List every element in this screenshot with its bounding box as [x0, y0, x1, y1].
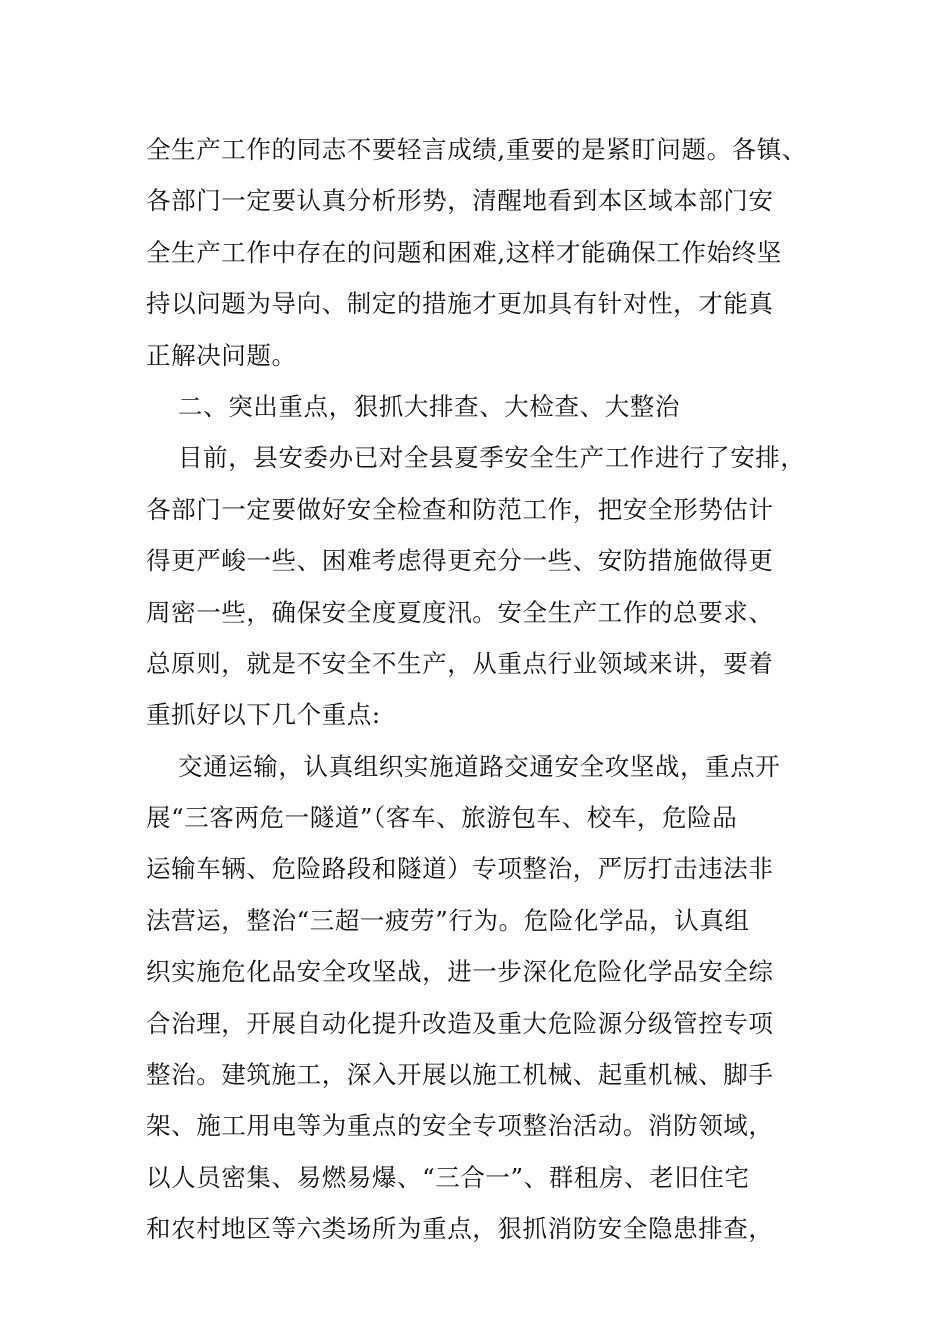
text-line: 运输车辆、危险路段和隧道）专项整治，严厉打击违法非 [146, 854, 774, 884]
text-line: 总原则，就是不安全不生产，从重点行业领域来讲，要着 [146, 648, 774, 678]
section-heading: 二、突出重点，狠抓大排查、大检查、大整治 [178, 391, 680, 421]
text-line: 整治。建筑施工，深入开展以施工机械、起重机械、脚手 [146, 1060, 774, 1090]
document-body [146, 124, 826, 1255]
text-line: 各部门一定要认真分析形势，清醒地看到本区域本部门安 [146, 186, 774, 216]
text-line: 全生产工作中存在的问题和困难,这样才能确保工作始终坚 [146, 237, 782, 267]
text-line: 全生产工作的同志不要轻言成绩,重要的是紧盯问题。各镇、 [146, 135, 807, 164]
text-line: 持以问题为导向、制定的措施才更加具有针对性，才能真 [146, 289, 774, 319]
text-line: 合治理，开展自动化提升改造及重大危险源分级管控专项 [146, 1008, 774, 1038]
text-line: 目前，县安委办已对全县夏季安全生产工作进行了安排， [178, 443, 806, 473]
text-line: 得更严峻一些、困难考虑得更充分一些、安防措施做得更 [146, 546, 774, 576]
text-line: 重抓好以下几个重点: [146, 700, 381, 730]
text-line: 展“三客两危一隧道”（客车、旅游包车、校车，危险品 [146, 803, 738, 833]
text-line: 织实施危化品安全攻坚战，进一步深化危险化学品安全综 [146, 957, 774, 987]
text-line: 交通运输，认真组织实施道路交通安全攻坚战，重点开 [178, 751, 781, 781]
text-line: 正解决问题。 [146, 340, 297, 370]
text-line: 和农村地区等六类场所为重点，狠抓消防安全隐患排查， [146, 1214, 774, 1244]
text-line: 法营运，整治“三超一疲劳”行为。危险化学品，认真组 [146, 905, 750, 935]
text-line: 各部门一定要做好安全检查和防范工作，把安全形势估计 [146, 494, 774, 524]
text-line: 周密一些，确保安全度夏度汛。安全生产工作的总要求、 [146, 597, 774, 627]
text-line: 以人员密集、易燃易爆、“三合一”、群租房、老旧住宅 [146, 1162, 750, 1192]
text-line: 架、施工用电等为重点的安全专项整治活动。消防领域， [146, 1111, 774, 1141]
